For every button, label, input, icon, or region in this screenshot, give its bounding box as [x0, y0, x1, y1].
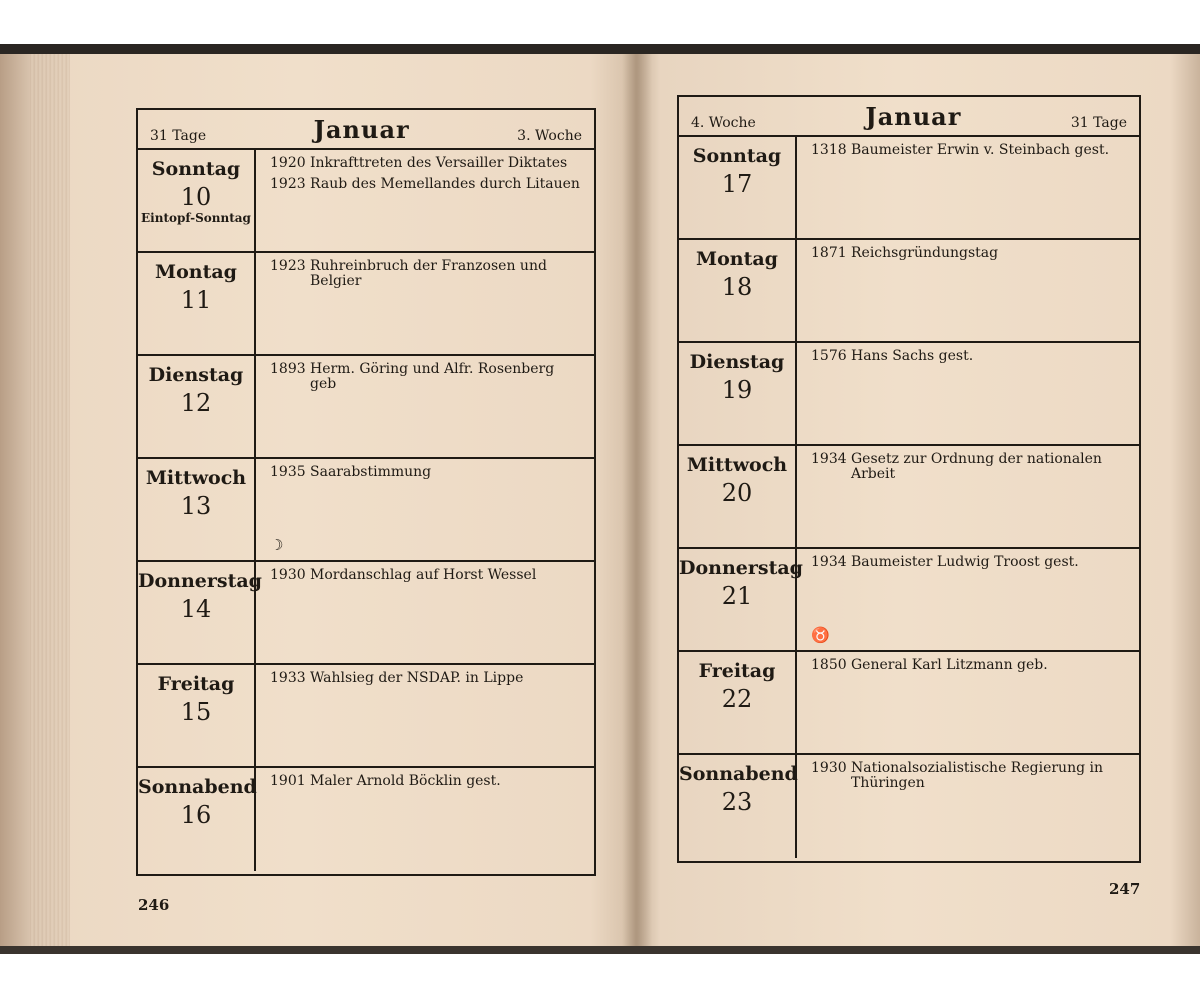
events-cell — [256, 253, 594, 354]
day-number: 19 — [721, 376, 753, 404]
calendar-right-page — [677, 95, 1141, 863]
event-year: 1901 — [270, 773, 306, 789]
events-cell — [797, 652, 1139, 753]
book-gutter — [622, 54, 652, 950]
event — [811, 349, 1129, 364]
day-row — [679, 343, 1139, 446]
day-row — [138, 562, 594, 665]
moon-phase-icon: ☽ — [270, 536, 284, 554]
event-text: Gesetz zur Ordnung der nationalen Arbeit — [851, 451, 1102, 482]
day-number: 20 — [721, 479, 753, 507]
day-name: Donnerstag — [679, 557, 803, 579]
day-cell — [138, 562, 262, 663]
event-year: 1920 — [270, 155, 306, 171]
day-row — [138, 459, 594, 562]
day-row — [138, 253, 594, 356]
event-year: 1871 — [811, 245, 847, 261]
days-in-month: 31 Tage — [150, 128, 207, 144]
event — [811, 555, 1129, 570]
day-number: 11 — [180, 286, 212, 314]
event-text: Mordanschlag auf Horst Wessel — [310, 567, 537, 583]
day-cell — [679, 652, 797, 753]
day-row — [679, 240, 1139, 343]
day-cell — [138, 768, 256, 871]
day-name: Montag — [696, 248, 778, 270]
day-cell — [679, 549, 803, 650]
events-cell — [256, 665, 594, 766]
day-cell — [138, 665, 256, 766]
event — [811, 761, 1129, 791]
day-number: 21 — [721, 582, 753, 610]
event-year: 1930 — [811, 760, 847, 776]
page-edges — [30, 54, 70, 950]
event — [811, 143, 1129, 158]
day-number: 12 — [180, 389, 212, 417]
day-row — [138, 665, 594, 768]
event — [270, 362, 584, 392]
event-year: 1933 — [270, 670, 306, 686]
day-number: 16 — [180, 801, 212, 829]
event-text: Baumeister Ludwig Troost gest. — [851, 554, 1079, 570]
day-cell — [679, 446, 797, 547]
event-text: Raub des Memellandes durch Litauen — [310, 176, 580, 192]
events-cell — [797, 446, 1139, 547]
day-row — [679, 755, 1139, 858]
day-row — [679, 446, 1139, 549]
day-cell — [679, 137, 797, 238]
event-year: 1318 — [811, 142, 847, 158]
day-cell — [138, 150, 256, 251]
day-name: Mittwoch — [145, 467, 247, 489]
events-cell — [797, 240, 1139, 341]
events-cell — [256, 459, 594, 560]
day-number: 14 — [180, 595, 212, 623]
day-name: Freitag — [157, 673, 235, 695]
day-row — [679, 549, 1139, 652]
event-year: 1923 — [270, 176, 306, 192]
day-name: Donnerstag — [138, 570, 262, 592]
week-number: 4. Woche — [691, 115, 756, 131]
zodiac-sign-icon: ♉ — [811, 626, 830, 644]
event — [811, 246, 1129, 261]
month-title: Januar — [313, 115, 410, 144]
day-name: Sonntag — [692, 145, 782, 167]
day-row — [138, 356, 594, 459]
event — [270, 156, 584, 171]
day-cell — [679, 240, 797, 341]
day-cell — [679, 755, 797, 858]
events-cell — [256, 356, 594, 457]
day-name: Sonntag — [151, 158, 241, 180]
event-year: 1930 — [270, 567, 306, 583]
event — [811, 658, 1129, 673]
events-cell — [797, 137, 1139, 238]
day-name: Dienstag — [689, 351, 785, 373]
day-number: 22 — [721, 685, 753, 713]
event-text: Inkrafttreten des Versailler Diktates — [310, 155, 568, 171]
events-cell — [256, 768, 594, 871]
event — [270, 177, 584, 192]
day-cell — [138, 459, 256, 560]
event-text: Hans Sachs gest. — [851, 348, 974, 364]
event — [270, 259, 584, 289]
event-text: Reichsgründungstag — [851, 245, 999, 261]
events-cell — [797, 549, 1139, 650]
event-year: 1576 — [811, 348, 847, 364]
event-text: Maler Arnold Böcklin gest. — [310, 773, 501, 789]
day-cell — [138, 356, 256, 457]
event-year: 1850 — [811, 657, 847, 673]
event-year: 1934 — [811, 451, 847, 467]
event-year: 1923 — [270, 258, 306, 274]
event-text: Wahlsieg der NSDAP. in Lippe — [310, 670, 524, 686]
calendar-left-page — [136, 108, 596, 876]
day-number: 17 — [721, 170, 753, 198]
page-number: 247 — [1109, 880, 1141, 898]
day-number: 18 — [721, 273, 753, 301]
event-text: Saarabstimmung — [310, 464, 432, 480]
week-number: 3. Woche — [517, 128, 582, 144]
day-number: 15 — [180, 698, 212, 726]
event — [270, 774, 584, 789]
event-year: 1935 — [270, 464, 306, 480]
event-text: Ruhreinbruch der Franzosen und Belgier — [310, 258, 547, 289]
day-name: Mittwoch — [686, 454, 788, 476]
day-number: 10 — [180, 183, 212, 211]
calendar-header — [138, 110, 594, 150]
calendar-header — [679, 97, 1139, 137]
event — [270, 568, 584, 583]
events-cell — [797, 343, 1139, 444]
day-name: Freitag — [698, 660, 776, 682]
day-name: Sonnabend — [138, 776, 257, 798]
day-number: 13 — [180, 492, 212, 520]
days-in-month: 31 Tage — [1070, 115, 1127, 131]
scan-bottom-edge — [0, 946, 1200, 954]
event — [270, 465, 584, 480]
day-name: Sonnabend — [679, 763, 798, 785]
event-text: General Karl Litzmann geb. — [851, 657, 1048, 673]
event-year: 1893 — [270, 361, 306, 377]
event — [270, 671, 584, 686]
day-row — [138, 150, 594, 253]
events-cell — [256, 562, 594, 663]
day-row — [679, 652, 1139, 755]
events-cell — [256, 150, 594, 251]
event-text: Nationalsozialistische Regierung in Thüringen — [851, 760, 1103, 791]
day-name: Montag — [155, 261, 237, 283]
event-year: 1934 — [811, 554, 847, 570]
event — [811, 452, 1129, 482]
day-cell — [679, 343, 797, 444]
day-row — [138, 768, 594, 871]
day-name: Dienstag — [148, 364, 244, 386]
day-number: 23 — [721, 788, 753, 816]
events-cell — [797, 755, 1139, 858]
day-cell — [138, 253, 256, 354]
day-row — [679, 137, 1139, 240]
day-note: Eintopf-Sonntag — [141, 211, 251, 225]
month-title: Januar — [865, 102, 962, 131]
page-number: 246 — [138, 896, 170, 914]
event-text: Herm. Göring und Alfr. Rosenberg geb — [310, 361, 555, 392]
event-text: Baumeister Erwin v. Steinbach gest. — [851, 142, 1110, 158]
